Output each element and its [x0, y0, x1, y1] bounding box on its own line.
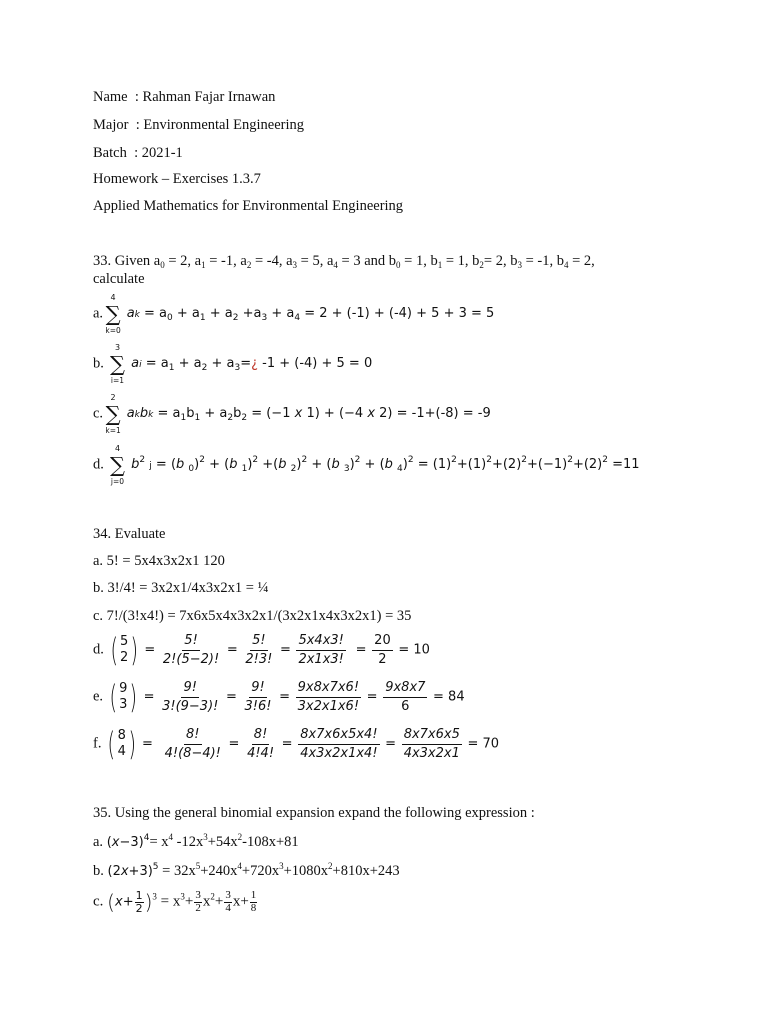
q34-e: e. ( 9 3 ) = $\frac{9!}{3!(9-3)!}$ = $\frac{9!}{3!6!}$ = $\frac{9x8x7x6!}{3x2x1x6!}$ = $\frac{9x8x7}{6}$ = 84: [93, 678, 465, 717]
q33-d: d. 4 ∑ j=0 $b^2$ j = (b $_0$)$^2$ + (b $_1$)$^2$ +(b $_2$)$^2$ + (b $_3$)$^2$ + (b $_4)^2 = (1)^2+(1)^2+(2)^2+(-1)^2+(2)^2 =11$: [93, 444, 640, 486]
q34-a: a. 5! = 5x4x3x2x1 120: [93, 553, 225, 569]
q35-c: c. (x+ $\frac{1}{2}$ )$^3 = x^3+$ $\frac{3}{2}$ $x^2+$ $\frac{3}{4}$ x+ $\frac{1}{8}$: [93, 889, 257, 915]
q33-a: a. 4 ∑ k=0 ak = $a_0 + a_1 + a_2 +a_3 + a_4 = 2 + (-1) + (-4) + 5 + 3 = 5$: [93, 293, 495, 335]
q34-title: 34. Evaluate: [93, 526, 166, 542]
batch-label: Batch: [93, 145, 127, 161]
q33-a-result: = 2 + (-1) + (-4) + 5 + 3 = 5: [304, 306, 495, 322]
q33-calculate: calculate: [93, 271, 145, 287]
q35-a-label: a.: [93, 834, 104, 850]
q34-d-result: = 10: [398, 642, 430, 658]
q34-f: f. ( 8 4 ) = $\frac{8!}{4!(8-4)!}$ = $\frac{8!}{4!4!}$ = $\frac{8x7x6x5x4!}{4x3x2x1x4!}$ = $\frac{8x7x6x5}{4x3x2x1}$ = 70: [93, 725, 500, 764]
q35-c-label: c.: [93, 893, 104, 910]
name-value: : Rahman Fajar Irnawan: [134, 89, 276, 105]
q33-c-label: c.: [93, 405, 104, 422]
q33-b-glyph: ¿: [251, 356, 258, 372]
q33-given: 33. Given $a_0 = 2$, $a_1 = -1$, $a_2 = -4$, $a_3 = 5$, $a_4 = 3$ and $b_0 = 1$, $b_1 = 1$, $b_2= 2$, $b_3 = -1$, $b_4 = 2$,: [93, 253, 595, 270]
q33-b-label: b.: [93, 355, 104, 372]
q35-title: 35. Using the general binomial expansion expand the following expression :: [93, 805, 535, 821]
q33-b: b. 3 ∑ i=1 ai = $a_1 + a_2$ + $a_3=¿$ -1 + (-4) + 5 = 0: [93, 343, 373, 385]
q34-b: b. 3!/4! = 3x2x1/4x3x2x1 = ¼: [93, 580, 269, 596]
q34-d-label: d.: [93, 641, 104, 658]
q34-e-label: e.: [93, 688, 104, 705]
batch-value: : 2021-1: [134, 145, 183, 161]
q34-d: d. ( 5 2 ) = $\frac{5!}{2!(5-2)!}$ = $\frac{5!}{2!3!}$ = $\frac{5x4x3!}{2x1x3!}$ = $\frac{20}{2}$ = 10: [93, 631, 430, 670]
q33-c-result: = -1+(-8) = -9: [396, 406, 491, 422]
homework-line: Homework – Exercises 1.3.7: [93, 171, 261, 187]
sum-symbol: 3 ∑ i=1: [110, 343, 125, 385]
name-label: Name: [93, 89, 128, 105]
q34-f-result: = 70: [467, 736, 500, 752]
q33-d-label: d.: [93, 456, 104, 473]
q34-f-label: f.: [93, 735, 102, 752]
q33-c: c. 2 ∑ k=1 akbk = $a_1b_1 + a_2b_2 = (-1$ x 1) + (−4 x 2) = -1+(-8) = -9: [93, 393, 491, 435]
sum-symbol: 2 ∑ k=1: [105, 393, 121, 435]
q35-b-label: b.: [93, 863, 104, 879]
q33-a-label: a.: [93, 305, 104, 322]
sum-symbol: 4 ∑ k=0: [105, 293, 121, 335]
q35-b: b. $(2x+3)^5 = 32x^5+240x^4+720x^3+1080x^2+810x+243$: [93, 861, 400, 879]
major-value: : Environmental Engineering: [135, 117, 305, 133]
course-line: Applied Mathematics for Environmental Engineering: [93, 198, 404, 214]
q33-given-text: 33. Given a: [93, 253, 161, 269]
q33-d-result: =11: [612, 457, 640, 473]
q34-c: c. 7!/(3!x4!) = 7x6x5x4x3x2x1/(3x2x1x4x3x2x1) = 35: [93, 608, 412, 624]
batch-line: [93, 146, 183, 161]
major-label: Major: [93, 117, 129, 133]
name-line: [93, 90, 275, 105]
q35-a: a. $(x-3)^4= x^4$ $-12x^3+54x^2-108x+81$: [93, 832, 299, 850]
major-line: [93, 118, 304, 133]
q33-b-result: -1 + (-4) + 5 = 0: [258, 356, 373, 372]
q34-e-result: = 84: [433, 689, 465, 705]
sum-symbol: 4 ∑ j=0: [110, 444, 125, 486]
